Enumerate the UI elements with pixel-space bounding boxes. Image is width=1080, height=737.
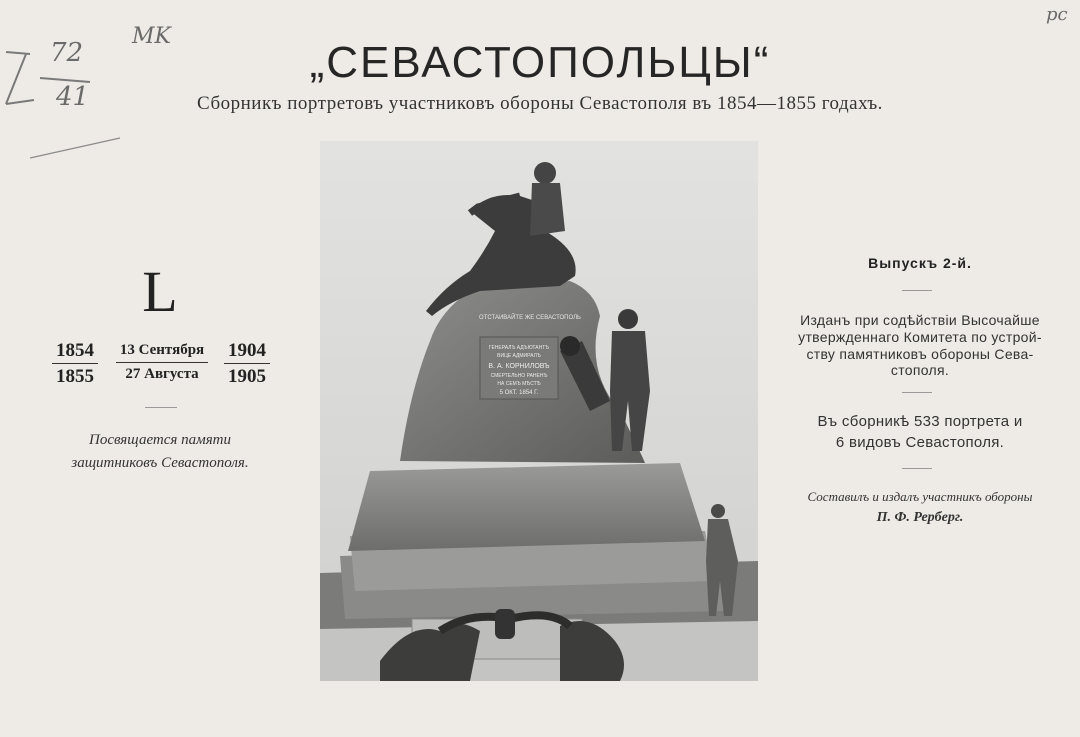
published-line3: ству памятниковъ обороны Сева- bbox=[806, 346, 1034, 362]
plaque-line-1: ГЕНЕРАЛЪ АДЪЮТАНТЪ bbox=[488, 345, 550, 351]
compiled-line2: П. Ф. Рерберг. bbox=[876, 510, 964, 525]
plaque-line-5: НА СЕМЪ МѢСТѢ bbox=[497, 381, 541, 387]
right-rule-2 bbox=[902, 392, 932, 393]
plaque-line-6: 5 ОКТ. 1854 Г. bbox=[499, 390, 539, 396]
dedication-line1: Посвящается памяти bbox=[88, 432, 232, 448]
plaque-line-3: В. А. КОРНИЛОВЪ bbox=[488, 363, 550, 370]
date-divider bbox=[116, 362, 208, 363]
year-start-bottom: 1855 bbox=[56, 366, 94, 387]
year-end-divider bbox=[224, 363, 270, 364]
year-start-top: 1854 bbox=[56, 340, 94, 361]
page-title: „СЕВАСТОПОЛЬЦЫ“ bbox=[309, 38, 771, 87]
published-line2: утвержденнаго Комитета по устрой- bbox=[798, 329, 1042, 345]
year-start-divider bbox=[52, 363, 98, 364]
right-rule-1 bbox=[902, 290, 932, 291]
date-top: 13 Сентября bbox=[119, 342, 205, 358]
margin-note-corner: pc bbox=[1046, 4, 1068, 25]
margin-note-mark: MK bbox=[132, 24, 171, 49]
compiled-line1: Составилъ и издалъ участникъ обороны bbox=[807, 489, 1033, 504]
shelf-mark-bottom: 41 bbox=[56, 82, 90, 112]
contents-line2: 6 видовъ Севастополя. bbox=[835, 434, 1005, 451]
published-line4: стополя. bbox=[890, 362, 950, 378]
issue-number: Выпускъ 2-й. bbox=[868, 255, 972, 271]
shelf-mark-top: 72 bbox=[50, 38, 84, 68]
date-bottom: 27 Августа bbox=[125, 366, 199, 382]
dedication-line2: защитниковъ Севастополя. bbox=[71, 455, 249, 471]
monument-photo bbox=[320, 141, 758, 681]
year-end-top: 1904 bbox=[228, 340, 266, 361]
published-line1: Изданъ при содѣйствіи Высочайше bbox=[800, 312, 1040, 328]
plaque-top: ОТСТАИВАЙТЕ ЖЕ СЕВАСТОПОЛЬ bbox=[479, 315, 581, 321]
year-end-bottom: 1905 bbox=[228, 366, 266, 387]
volume-number: L bbox=[142, 259, 178, 324]
contents-line1: Въ сборникѣ 533 портрета и bbox=[817, 413, 1023, 430]
plaque-line-4: СМЕРТЕЛЬНО РАНЕНЪ bbox=[490, 373, 548, 379]
page-subtitle: Сборникъ портретовъ участниковъ обороны Севастополя въ 1854—1855 годахъ. bbox=[197, 93, 883, 114]
right-rule-3 bbox=[902, 468, 932, 469]
left-rule bbox=[145, 407, 177, 408]
plaque-line-2: ВИЦЕ АДМИРАЛЪ bbox=[497, 353, 541, 359]
monument-illustration bbox=[320, 141, 758, 681]
